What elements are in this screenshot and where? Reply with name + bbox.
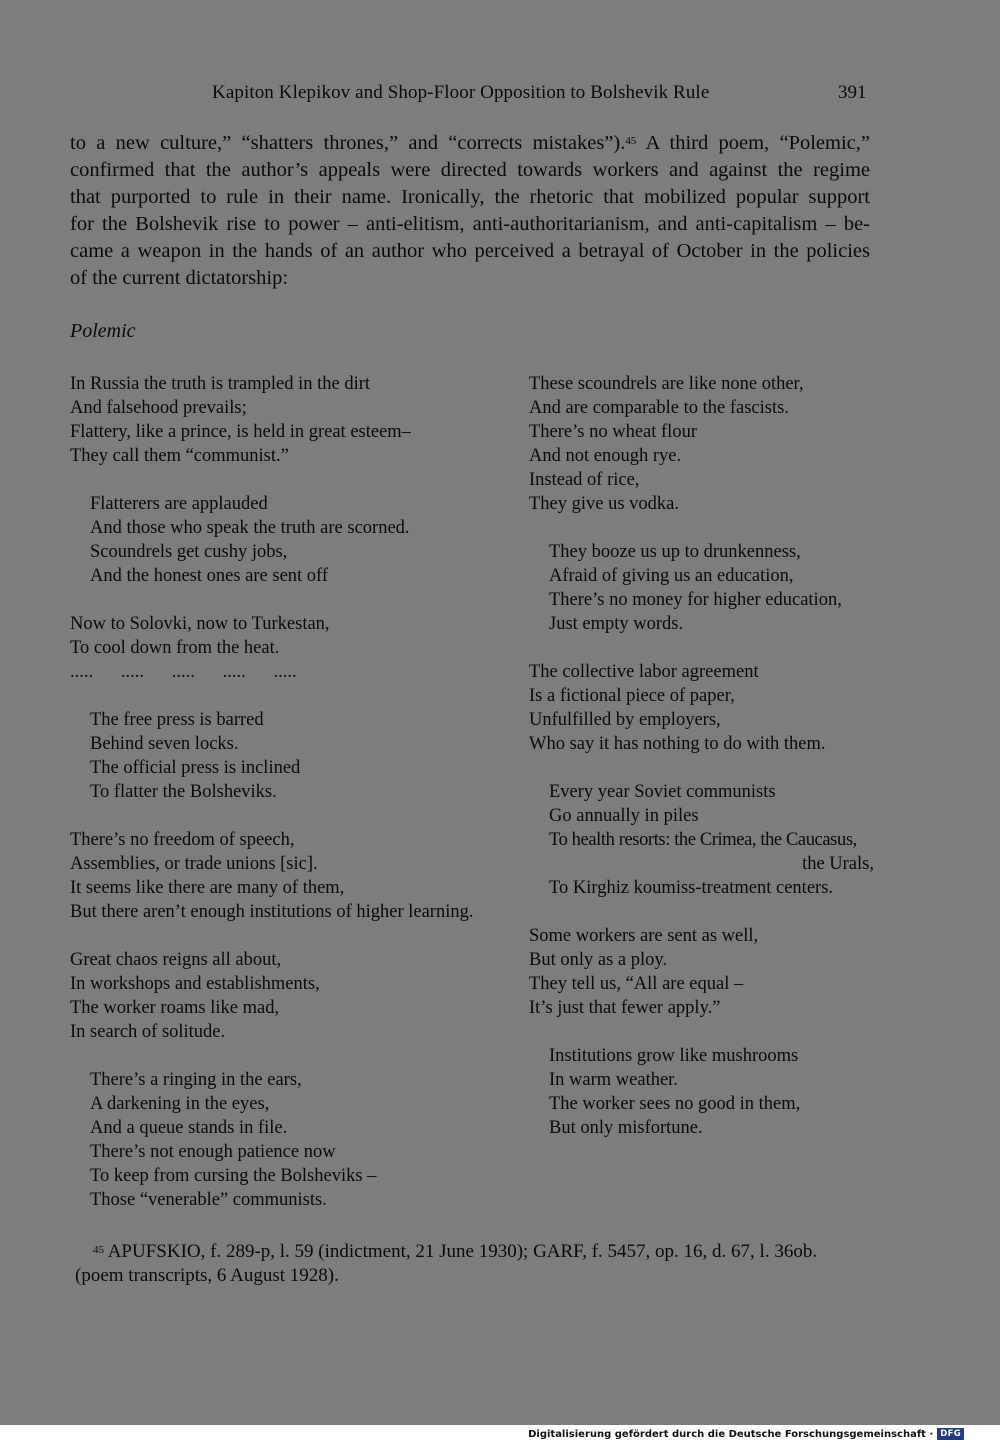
intro-text: A third poem, “Polemic,”: [636, 132, 870, 154]
poem-line: Some workers are sent as well,: [529, 926, 759, 946]
poem-line: There’s no money for higher education,: [549, 590, 842, 610]
poem-line: But there aren’t enough institutions of higher learning.: [70, 902, 474, 922]
intro-line: that purported to rule in their name. Ironically, the rhetoric that mobilized popular support: [70, 186, 870, 208]
stanza-gap: [529, 516, 874, 540]
stanza-gap: [70, 804, 520, 828]
poem-line: Who say it has nothing to do with them.: [529, 734, 826, 754]
poem-line: They tell us, “All are equal –: [529, 974, 744, 994]
stanza-gap: [529, 636, 874, 660]
poem-line: And the honest ones are sent off: [90, 566, 329, 586]
page-number: 391: [838, 82, 867, 103]
poem-line: And not enough rye.: [529, 446, 682, 466]
poem-line: These scoundrels are like none other,: [529, 374, 804, 394]
poem-line: To health resorts: the Crimea, the Caucasus,: [549, 830, 857, 850]
poem-line: In workshops and establishments,: [70, 974, 320, 994]
poem-line: Every year Soviet communists: [549, 782, 776, 802]
poem-line: But only misfortune.: [549, 1118, 703, 1138]
poem-line: There’s no wheat flour: [529, 422, 697, 442]
poem-line-continuation: the Urals,: [802, 854, 874, 874]
intro-line: [70, 130, 870, 157]
footnote: [75, 1240, 885, 1288]
poem-line: They give us vodka.: [529, 494, 680, 514]
stanza-gap: [70, 1044, 520, 1068]
poem-left-column: [70, 372, 520, 1212]
ellipsis-break: ..... ..... ..... ..... .....: [70, 662, 297, 682]
running-title: Kapiton Klepikov and Shop-Floor Opposition to Bolshevik Rule: [212, 82, 710, 103]
stanza-gap: [70, 684, 520, 708]
poem-line: Assemblies, or trade unions [sic].: [70, 854, 318, 874]
intro-text: to a new culture,” “shatters thrones,” and “corrects mistakes”).: [70, 132, 626, 154]
poem-line: To cool down from the heat.: [70, 638, 280, 658]
poem-line: Those “venerable” communists.: [90, 1190, 327, 1210]
poem-line: It’s just that fewer apply.”: [529, 998, 721, 1018]
poem-line: To Kirghiz koumiss-treatment centers.: [549, 878, 834, 898]
poem-line: Scoundrels get cushy jobs,: [90, 542, 288, 562]
stanza-gap: [70, 588, 520, 612]
poem-line: The worker roams like mad,: [70, 998, 280, 1018]
poem-line: And those who speak the truth are scorned.: [90, 518, 410, 538]
poem-line: Great chaos reigns all about,: [70, 950, 282, 970]
poem-line: Just empty words.: [549, 614, 684, 634]
poem-line: There’s no freedom of speech,: [70, 830, 295, 850]
poem-line: It seems like there are many of them,: [70, 878, 345, 898]
poem-line: The official press is inclined: [90, 758, 301, 778]
poem-line: Behind seven locks.: [90, 734, 239, 754]
poem-line: Flattery, like a prince, is held in great esteem–: [70, 422, 411, 442]
stanza-gap: [529, 756, 874, 780]
poem-line: They booze us up to drunkenness,: [549, 542, 801, 562]
poem-line: Go annually in piles: [549, 806, 699, 826]
poem-line: The free press is barred: [90, 710, 264, 730]
intro-line: confirmed that the author’s appeals were directed towards workers and against the regime: [70, 159, 870, 181]
poem-line: And a queue stands in file.: [90, 1118, 288, 1138]
poem-line: And falsehood prevails;: [70, 398, 247, 418]
poem-line: The worker sees no good in them,: [549, 1094, 801, 1114]
footnote-line: (poem transcripts, 6 August 1928).: [75, 1265, 339, 1286]
stanza-gap: [529, 900, 874, 924]
poem-line: A darkening in the eyes,: [90, 1094, 270, 1114]
poem-line: In search of solitude.: [70, 1022, 226, 1042]
poem-line: To flatter the Bolsheviks.: [90, 782, 277, 802]
poem-line: To keep from cursing the Bolsheviks –: [90, 1166, 377, 1186]
poem-line: In Russia the truth is trampled in the dirt: [70, 374, 371, 394]
intro-paragraph: [70, 130, 870, 292]
intro-line: for the Bolshevik rise to power – anti-elitism, anti-authoritarianism, and anti-capitalism – be-: [70, 213, 870, 235]
poem-line: They call them “communist.”: [70, 446, 289, 466]
poem-line: Now to Solovki, now to Turkestan,: [70, 614, 330, 634]
poem-line: Flatterers are applauded: [90, 494, 268, 514]
footnote-marker: 45: [93, 1244, 104, 1256]
poem-line: And are comparable to the fascists.: [529, 398, 789, 418]
poem-line: The collective labor agreement: [529, 662, 759, 682]
stanza-gap: [529, 1020, 874, 1044]
stanza-gap: [70, 924, 520, 948]
digitization-credit: [528, 1428, 964, 1440]
intro-line: came a weapon in the hands of an author who perceived a betrayal of October in the policies: [70, 240, 870, 262]
poem-line: In warm weather.: [549, 1070, 678, 1090]
poem-line: Instead of rice,: [529, 470, 640, 490]
poem-line: Unfulfilled by employers,: [529, 710, 721, 730]
poem-title: Polemic: [70, 320, 136, 342]
footnote-ref[interactable]: 45: [625, 135, 637, 147]
poem-line: There’s a ringing in the ears,: [90, 1070, 302, 1090]
poem-line: But only as a ploy.: [529, 950, 668, 970]
poem-line: Is a fictional piece of paper,: [529, 686, 735, 706]
credit-text: Digitalisierung gefördert durch die Deutsche Forschungsgemeinschaft ·: [528, 1428, 934, 1440]
stanza-gap: [70, 468, 520, 492]
poem-line: Afraid of giving us an education,: [549, 566, 794, 586]
poem-line: Institutions grow like mushrooms: [549, 1046, 799, 1066]
dfg-logo: DFG: [937, 1428, 964, 1440]
intro-line: of the current dictatorship:: [70, 267, 289, 289]
footnote-text: APUFSKIO, f. 289-p, l. 59 (indictment, 21 June 1930); GARF, f. 5457, op. 16, d. 67, l. 36ob.: [104, 1241, 818, 1262]
poem-line: There’s not enough patience now: [90, 1142, 336, 1162]
footnote-line: [75, 1240, 885, 1264]
poem-right-column: [529, 372, 874, 1140]
